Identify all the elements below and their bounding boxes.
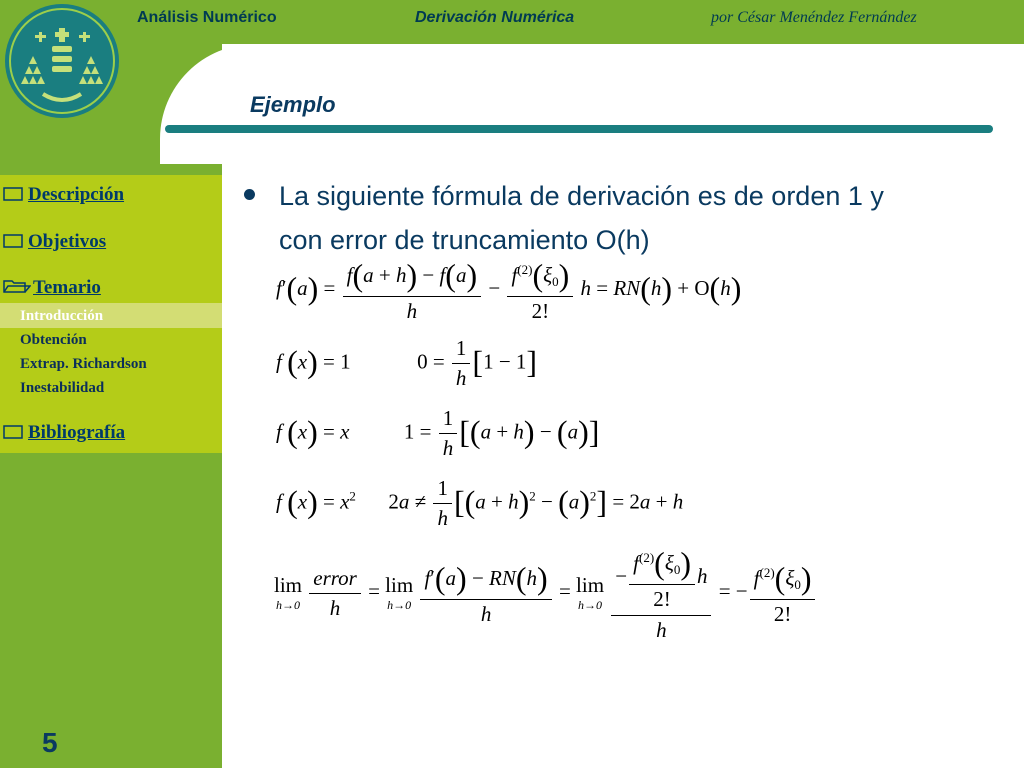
formula-case-constant: f (x) = 1 0 = $\frac{1}{h}$ [1 − 1]	[276, 336, 538, 391]
title-rule	[165, 125, 993, 133]
bullet-dot-icon	[244, 189, 255, 200]
menu-item-label: Bibliografía	[28, 422, 126, 443]
university-seal-icon	[3, 2, 121, 120]
box-outline-icon	[3, 232, 23, 246]
sub-item-introduccion[interactable]: Introducción	[20, 308, 104, 324]
formula-derivative-definition: f′(a) = $\frac{f(a + h) - f(a)}{h}$ − $\frac{f^{(2)}(\xi 0)}{2!}$ h = RN(h) + O(h)	[276, 257, 742, 324]
menu-item-label: Descripción	[28, 184, 125, 205]
menu-item-label: Temario	[33, 277, 101, 298]
box-outline-icon	[3, 423, 23, 437]
page-number: 5	[42, 727, 58, 758]
author-credit: por César Menéndez Fernández	[711, 9, 917, 26]
course-title: Análisis Numérico	[137, 9, 277, 26]
menu-item-bibliografia[interactable]	[3, 422, 125, 444]
sub-item-inestabilidad[interactable]: Inestabilidad	[20, 380, 105, 396]
topic-title: Derivación Numérica	[415, 9, 575, 26]
menu-item-label: Objetivos	[28, 231, 107, 252]
sub-item-obtencion[interactable]: Obtención	[20, 332, 87, 348]
box-outline-icon	[3, 185, 23, 199]
formula-case-quadratic: f $(x) = x^2$ 2a ≠ $\frac{1}{h}$ $[(a + h)^2 - (a)^2] = 2a + h$	[276, 476, 684, 531]
formula-limit-error: lim h→0 $\frac{\text{error}}{h}$ = lim h→0 $\frac{f'(a) - RN(h)}{h}$ = lim h→0 − $\frac{f^{(2)}(\xi 0)}{2!}$ h h = − $\frac{f^{(2)}(\xi 0)}{2!}$	[274, 544, 817, 643]
sub-item-extrap-richardson[interactable]: Extrap. Richardson	[20, 356, 147, 372]
slide-title: Ejemplo	[250, 92, 336, 117]
folder-open-icon	[3, 278, 31, 292]
menu-item-descripcion[interactable]	[3, 184, 124, 206]
formula-case-linear: f (x) = x 1 = $\frac{1}{h}$ [(a + h) − (a)]	[276, 406, 600, 461]
bullet-text: La siguiente fórmula de derivación es de orden 1 y con error de truncamiento O(h)	[279, 181, 884, 255]
menu-item-temario[interactable]	[3, 277, 101, 299]
menu-item-objetivos[interactable]	[3, 231, 106, 253]
